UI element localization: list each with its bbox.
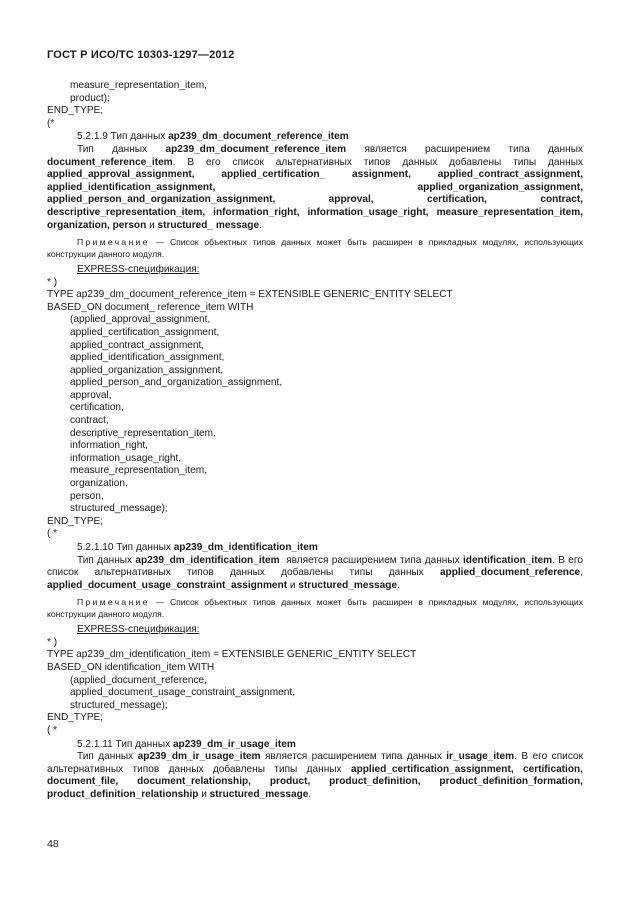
- page-content: [47, 80, 583, 802]
- code-line: measure_representation_item,: [70, 80, 207, 91]
- section-heading-5-2-1-9: 5.2.1.9 Тип данных ap239_dm_document_reference_item: [77, 131, 349, 143]
- code-line: * ): [47, 276, 58, 288]
- section-paragraph-5-2-1-10: Тип данных ap239_dm_identification_item является расширением типа данных identification_item. В его список альтернативных типов данных добавлены типы данных applied_document_reference, applied_document_usage_constraint_assignment и structured_message.: [47, 554, 583, 591]
- code-line: END_TYPE;: [47, 105, 104, 117]
- code-line: BASED_ON document_ reference_item WITH: [47, 301, 254, 313]
- code-line: applied_contract_assignment,: [70, 339, 205, 351]
- code-line: END_TYPE;: [47, 712, 104, 724]
- code-line: TYPE ap239_dm_identification_item = EXTENSIBLE GENERIC_ENTITY SELECT: [47, 649, 417, 661]
- code-line: structured_message);: [70, 503, 168, 515]
- code-line: BASED_ON identification_item WITH: [47, 661, 215, 673]
- code-line: (applied_approval_assignment,: [70, 314, 211, 326]
- code-line: descriptive_representation_item,: [70, 427, 216, 439]
- section-heading-5-2-1-11: 5.2.1.11 Тип данных ap239_dm_ir_usage_item: [77, 738, 296, 750]
- section-paragraph-5-2-1-11: Тип данных ap239_dm_ir_usage_item является расширением типа данных ir_usage_item. В его список альтернативных типов данных добавлены типы данных applied_certification_assignment, certification, document_file, document_relationship, product, product_definition, product_definition_formation, product_definition_relationship и structured_message.: [47, 751, 584, 800]
- code-line: applied_organization_assignment,: [70, 364, 224, 376]
- code-line: approval,: [70, 389, 112, 401]
- code-line: (applied_document_reference,: [70, 674, 207, 686]
- code-line: ( *: [47, 724, 58, 736]
- express-spec-label: EXPRESS-спецификация:: [77, 263, 200, 275]
- code-line: organization,: [70, 478, 128, 490]
- note: Примечание — Список объектных типов данных может быть расширен в прикладных модулях, использующих конструкции данного модуля.: [47, 237, 583, 259]
- code-line: END_TYPE;: [47, 515, 104, 527]
- code-line: applied_person_and_organization_assignment,: [70, 377, 283, 389]
- page-header: ГОСТ Р ИСО/ТС 10303-1297—2012: [47, 49, 235, 61]
- express-spec-label: EXPRESS-спецификация:: [77, 624, 200, 636]
- code-line: structured_message);: [70, 699, 168, 711]
- code-line: product);: [70, 92, 110, 104]
- code-line: contract,: [70, 415, 109, 427]
- code-line: information_usage_right,: [70, 452, 182, 464]
- code-line: person,: [70, 490, 104, 502]
- code-line: applied_identification_assignment,: [70, 352, 225, 364]
- note: Примечание — Список объектных типов данных может быть расширен в прикладных модулях, использующих конструкции данного модуля.: [47, 597, 583, 619]
- code-line: applied_document_usage_constraint_assignment,: [70, 687, 296, 699]
- code-line: applied_certification_assignment,: [70, 326, 220, 338]
- code-line: ( *: [47, 528, 58, 540]
- page-number: 48: [47, 838, 59, 850]
- section-paragraph-5-2-1-9: Тип данных ap239_dm_document_reference_item является расширением типа данных document_reference_item. В его список альтернативных типов данных добавлены типы данных applied_approval_assignment, applied_certification_ assignment, applied_contract_assignment, applied_identification_assignment, applied_organization_assignment, applied_person_and_organization_assignment, approval, certification, contract, descriptive_representation_item, information_right, information_usage_right, measure_representation_item, organization, person и structured_ message.: [47, 143, 583, 231]
- code-line: measure_representation_item,: [70, 465, 207, 477]
- code-line: * ): [47, 636, 58, 648]
- code-line: TYPE ap239_dm_document_reference_item = EXTENSIBLE GENERIC_ENTITY SELECT: [47, 289, 453, 301]
- code-line: certification,: [70, 402, 124, 414]
- code-line: (*: [47, 117, 55, 129]
- code-line: information_right,: [70, 440, 148, 452]
- section-heading-5-2-1-10: 5.2.1.10 Тип данных ap239_dm_identification_item: [77, 542, 318, 553]
